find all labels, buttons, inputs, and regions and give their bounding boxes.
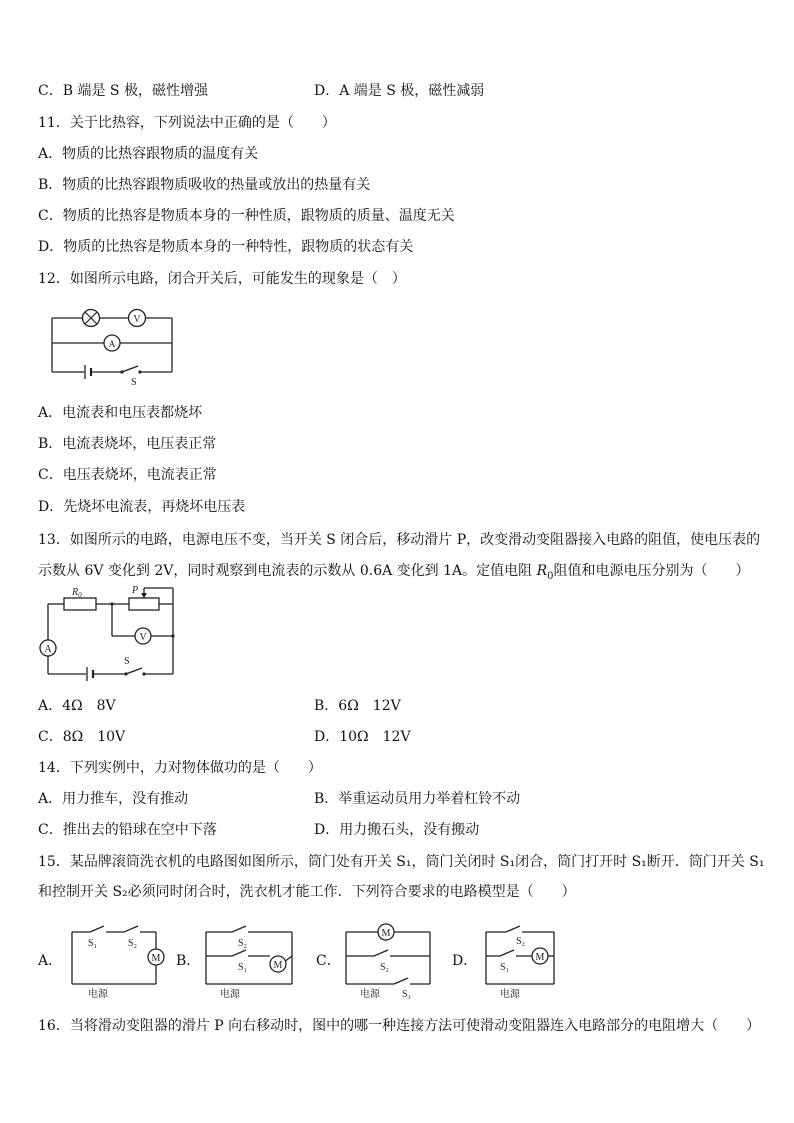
q15-label-b: B． [176,953,201,969]
q13-circuit-diagram [34,584,184,684]
q10-option-c: C．B 端是 S 极，磁性增强 [38,83,208,99]
q15-stem-line1: 15．某品牌滚筒洗衣机的电路图如图所示，筒门处有开关 S₁，筒门关闭时 S₁闭合，筒门打开时 S₁断开．筒门开关 S₁ [38,854,765,870]
source-label: 电源 [360,989,380,1000]
q13-stem-line1: 13．如图所示的电路，电源电压不变，当开关 S 闭合后，移动滑片 P，改变滑动变阻器接入电路的阻值，使电压表的 [38,532,761,548]
q13-stem-line2 [38,561,750,587]
q13-stem-part1: 示数从 6V 变化到 2V，同时观察到电流表的示数从 0.6A 变化到 1A。定值电阻 [38,563,537,579]
q12-option-c: C．电压表烧坏，电流表正常 [38,467,217,483]
q14-option-d: D．用力搬石头，没有搬动 [314,822,480,838]
slider-arrow-icon [141,593,147,598]
q13-stem-r-sub: 0 [547,570,554,582]
q13-option-a: A．4Ω 8V [38,698,116,714]
q15-circuit-b [196,918,306,1000]
q15-label-a: A． [38,953,63,969]
q15-stem-line2: 和控制开关 S₂必须同时闭合时，洗衣机才能工作．下列符合要求的电路模型是（ ） [38,884,576,900]
q14-option-b: B．举重运动员用力举着杠铃不动 [314,791,521,807]
q15-circuit-c [338,918,442,1000]
q12-option-d: D．先烧坏电流表，再烧坏电压表 [38,499,246,515]
switch-s2-label: S₂ [516,936,526,947]
voltmeter-label: V [139,632,147,643]
ammeter-icon [40,640,56,656]
ammeter-label: A [44,644,52,655]
q11-stem: 11．关于比热容，下列说法中正确的是（ ） [38,115,336,131]
motor-label: M [151,953,161,964]
source-label: 电源 [500,989,520,1000]
resistor-icon [64,598,96,610]
lamp-icon [83,310,100,327]
q11-option-c: C．物质的比热容是物质本身的一种性质，跟物质的质量、温度无关 [38,208,455,224]
voltmeter-icon [135,628,151,644]
q15-label-c: C． [316,953,341,969]
q13-option-b: B．6Ω 12V [314,698,401,714]
switch-s2-label: S₂ [380,962,390,973]
q13-option-d: D．10Ω 12V [314,729,411,745]
voltmeter-icon [129,310,146,327]
q11-option-a: A．物质的比热容跟物质的温度有关 [38,146,259,162]
q11-option-d: D．物质的比热容是物质本身的一种特性，跟物质的状态有关 [38,239,414,255]
switch-s1-label: S₁ [500,962,510,973]
switch-s1-label: S₁ [402,989,412,1000]
q11-option-b: B．物质的比热容跟物质吸收的热量或放出的热量有关 [38,177,371,193]
source-label: 电源 [88,989,108,1000]
switch-label: S [124,656,130,667]
voltmeter-label: V [133,314,141,325]
q12-stem: 12．如图所示电路，闭合开关后，可能发生的现象是（ ） [38,271,406,287]
motor-label: M [381,928,391,939]
q14-option-c: C．推出去的铅球在空中下落 [38,822,217,838]
battery-icon [87,667,93,681]
rheostat-icon [129,598,159,610]
q12-option-a: A．电流表和电压表都烧坏 [38,405,203,421]
q13-stem-part2: 阻值和电源电压分别为（ ） [553,563,750,579]
motor-label: M [535,952,545,963]
slider-label: P [132,585,139,596]
source-label: 电源 [220,989,240,1000]
battery-icon [85,365,91,379]
switch-s2-label: S₂ [238,938,248,949]
q15-label-d: D． [452,953,478,969]
switch-s1-label: S₁ [88,938,98,949]
q14-option-a: A．用力推车，没有推动 [38,791,189,807]
motor-label: M [273,960,283,971]
q15-circuit-a [64,918,172,1000]
q13-stem-r: R [536,563,548,579]
q15-circuit-d [476,918,566,1000]
resistor-label: $R_0$ [72,587,82,599]
q12-circuit-diagram [44,306,184,388]
ammeter-icon [104,335,120,351]
q12-option-b: B．电流表烧坏，电压表正常 [38,436,217,452]
q16-stem: 16．当将滑动变阻器的滑片 P 向右移动时，图中的哪一种连接方法可使滑动变阻器连入电路部分的电阻增大（ ） [38,1018,761,1034]
ammeter-label: A [108,339,116,349]
switch-s1-label: S₁ [238,962,248,973]
q14-stem: 14．下列实例中，力对物体做功的是（ ） [38,760,322,776]
switch-label: S [131,377,137,388]
q10-option-d: D．A 端是 S 极，磁性减弱 [314,83,485,99]
switch-s2-label: S₂ [128,938,138,949]
q13-option-c: C．8Ω 10V [38,729,126,745]
